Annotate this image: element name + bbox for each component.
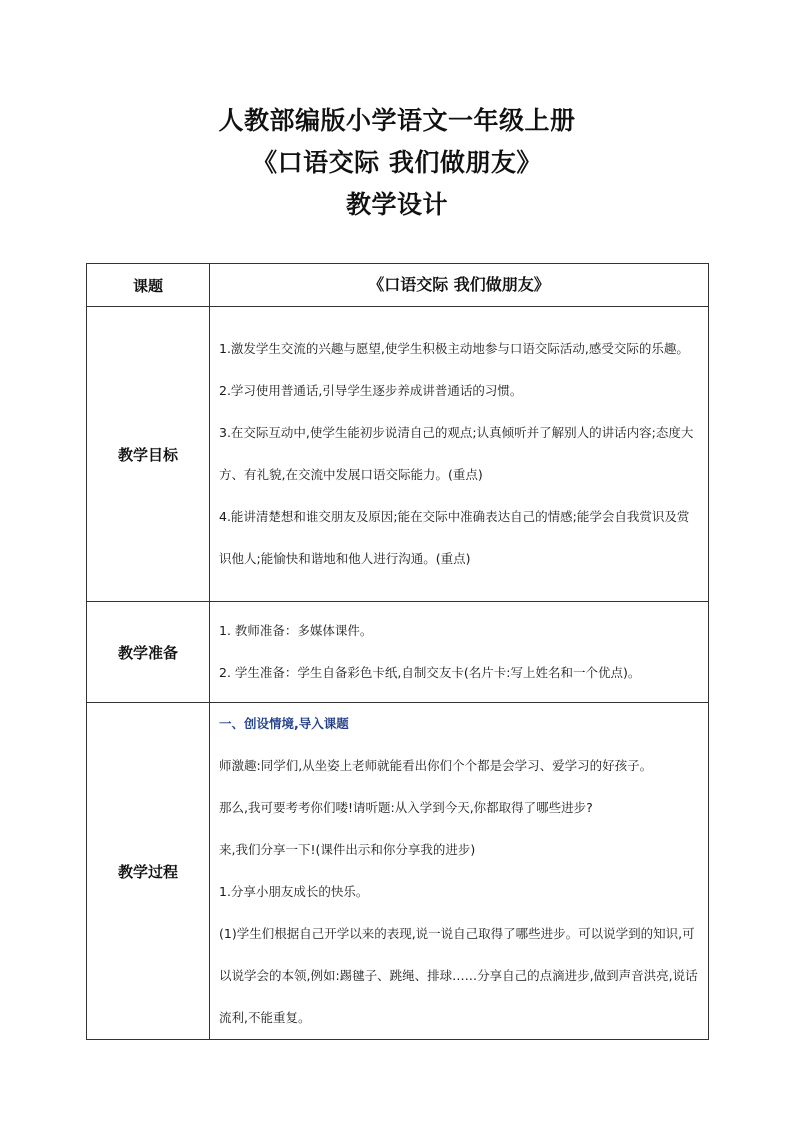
process-label: 教学过程 [87, 703, 210, 1040]
topic-value: 《口语交际 我们做朋友》 [210, 264, 709, 307]
goal-item: 2.学习使用普通话,引导学生逐步养成讲普通话的习惯。 [219, 383, 523, 398]
table-row-topic [87, 264, 709, 307]
process-paragraph: (1)学生们根据自己开学以来的表现,说一说自己取得了哪些进步。可以说学到的知识,可以说学会的本领,例如:踢毽子、跳绳、排球……分享自己的点滴进步,做到声音洪亮,说话流利,不能重复。 [219, 926, 698, 1025]
preparation-content [210, 602, 709, 703]
process-section-heading: 一、创设情境,导入课题 [219, 716, 349, 731]
goal-item: 1.激发学生交流的兴趣与愿望,使学生积极主动地参与口语交际活动,感受交际的乐趣。 [219, 341, 689, 356]
goal-item: 3.在交际互动中,使学生能初步说清自己的观点;认真倾听并了解别人的讲话内容;态度大方、有礼貌,在交流中发展口语交际能力。(重点) [219, 425, 694, 482]
topic-label: 课题 [87, 264, 210, 307]
table-row-goals [87, 307, 709, 602]
lesson-plan-table [86, 263, 709, 1040]
process-content [210, 703, 709, 1040]
process-paragraph: 来,我们分享一下!(课件出示和你分享我的进步) [219, 842, 476, 857]
process-paragraph: 师激趣:同学们,从坐姿上老师就能看出你们个个都是会学习、爱学习的好孩子。 [219, 758, 653, 773]
table-row-preparation [87, 602, 709, 703]
title-line-design: 教学设计 [345, 190, 448, 219]
title-line-textbook: 人教部编版小学语文一年级上册 [218, 106, 576, 135]
table-row-process [87, 703, 709, 1040]
preparation-label: 教学准备 [87, 602, 210, 703]
goals-label: 教学目标 [87, 307, 210, 602]
document-title [0, 100, 794, 226]
preparation-item: 2. 学生准备：学生自备彩色卡纸,自制交友卡(名片卡:写上姓名和一个优点)。 [219, 665, 641, 680]
preparation-item: 1. 教师准备：多媒体课件。 [219, 623, 373, 638]
process-paragraph: 1.分享小朋友成长的快乐。 [219, 884, 369, 899]
title-line-lesson: 《口语交际 我们做朋友》 [252, 148, 542, 177]
process-paragraph: 那么,我可要考考你们喽!请听题:从入学到今天,你都取得了哪些进步? [219, 800, 593, 815]
goals-content [210, 307, 709, 602]
goal-item: 4.能讲清楚想和谁交朋友及原因;能在交际中准确表达自己的情感;能学会自我赏识及赏识他人;能愉快和谐地和他人进行沟通。(重点) [219, 509, 690, 566]
